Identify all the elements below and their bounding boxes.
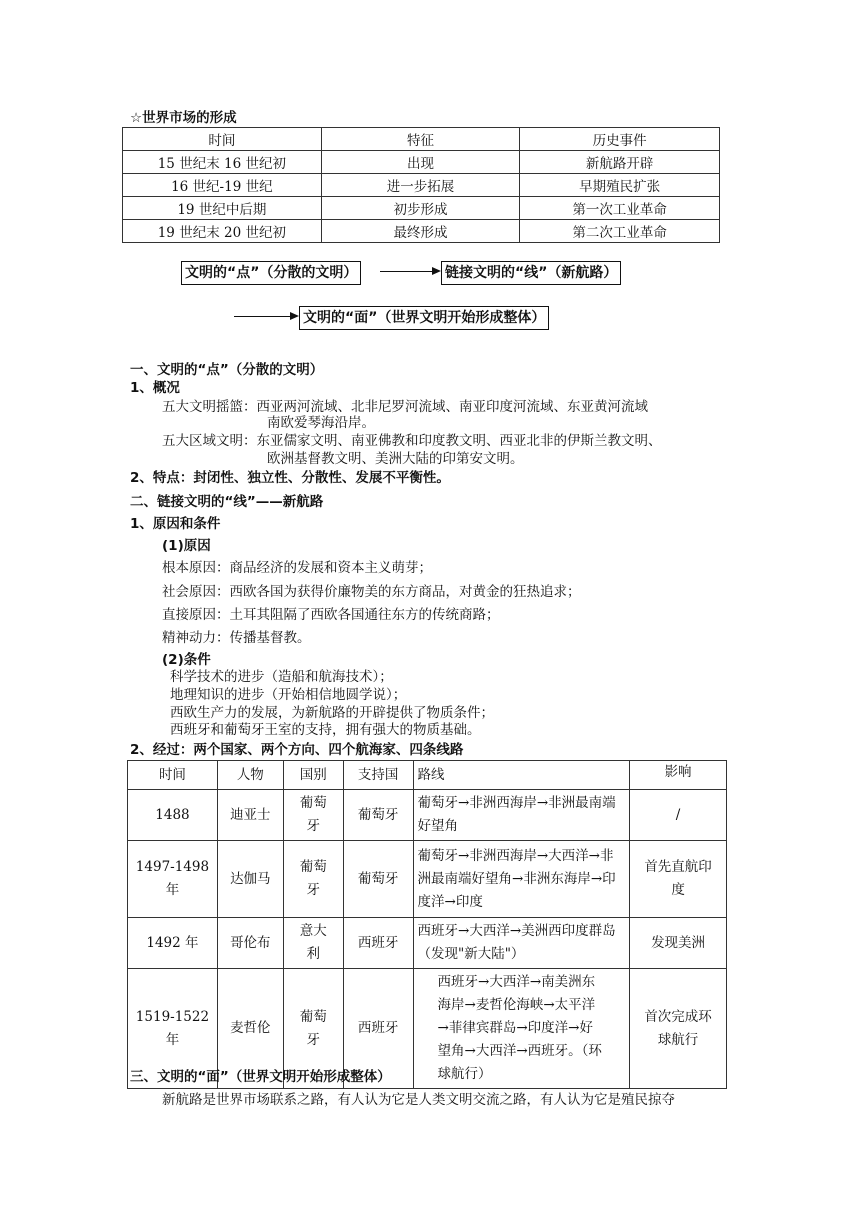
cell-route: 葡萄牙→非洲西海岸→大西洋→非洲最南端好望角→非洲东海岸→印度洋→印度 (413, 841, 630, 918)
market-title: ☆世界市场的形成 (130, 110, 237, 126)
world-market-table (122, 127, 720, 243)
cause-item: 根本原因：商品经济的发展和资本主义萌芽； (162, 560, 432, 576)
cell-feature: 进一步拓展 (321, 174, 520, 197)
table-row (128, 790, 727, 841)
flow-arrow-line-2 (234, 316, 290, 317)
cell-sponsor: 葡萄牙 (343, 790, 413, 841)
regions-line-cont: 欧洲基督教文明、美洲大陆的印第安文明。 (267, 451, 524, 467)
table-header-row (128, 761, 727, 790)
section2-sub2: 2、经过：两个国家、两个方向、四个航海家、四条线路 (130, 742, 464, 758)
cell-sponsor: 西班牙 (343, 918, 413, 969)
section1-sub2: 2、特点：封闭性、独立性、分散性、发展不平衡性。 (130, 470, 450, 486)
cell-country: 葡萄牙 (283, 841, 343, 918)
condition-item: 地理知识的进步（开始相信地圆学说）； (170, 687, 407, 703)
cell-time: 1497-1498 年 (128, 841, 218, 918)
cell-sponsor: 西班牙 (343, 969, 413, 1089)
cell-time: 15 世纪末 16 世纪初 (123, 151, 322, 174)
cause-title: (1)原因 (162, 538, 211, 554)
cradles-line: 五大文明摇篮：西亚两河流域、北非尼罗河流域、南亚印度河流域、东亚黄河流域 (162, 399, 648, 415)
condition-item: 西欧生产力的发展，为新航路的开辟提供了物质条件； (170, 705, 494, 721)
cause-item: 社会原因：西欧各国为获得价廉物美的东方商品，对黄金的狂热追求； (162, 584, 581, 600)
table-row (123, 151, 720, 174)
cell-person: 迪亚士 (217, 790, 283, 841)
arrow-right-icon (432, 267, 441, 275)
cause-item: 直接原因：土耳其阻隔了西欧各国通往东方的传统商路； (162, 607, 500, 623)
cell-impact: / (630, 790, 727, 841)
header-sponsor: 支持国 (343, 761, 413, 790)
cell-time: 1488 (128, 790, 218, 841)
cell-feature: 初步形成 (321, 197, 520, 220)
cell-event: 早期殖民扩张 (520, 174, 720, 197)
regions-line: 五大区域文明：东亚儒家文明、南亚佛教和印度教文明、西亚北非的伊斯兰教文明、 (162, 433, 662, 449)
header-feature: 特征 (321, 128, 520, 151)
flow-box-line: 链接文明的“线”（新航路） (441, 261, 621, 285)
section1-sub1: 1、概况 (130, 380, 180, 396)
header-country: 国别 (283, 761, 343, 790)
cell-feature: 出现 (321, 151, 520, 174)
cell-sponsor: 葡萄牙 (343, 841, 413, 918)
flow-arrow-line-1 (380, 271, 432, 272)
condition-title: (2)条件 (162, 652, 211, 668)
table-header-row (123, 128, 720, 151)
arrow-right-icon (290, 312, 299, 320)
header-person: 人物 (217, 761, 283, 790)
cell-person: 麦哲伦 (217, 969, 283, 1089)
section1-heading: 一、文明的“点”（分散的文明） (130, 362, 324, 378)
cell-impact: 首次完成环球航行 (630, 969, 727, 1089)
cell-feature: 最终形成 (321, 220, 520, 243)
cell-impact: 发现美洲 (630, 918, 727, 969)
cell-time: 1492 年 (128, 918, 218, 969)
table-row (123, 197, 720, 220)
cell-event: 第一次工业革命 (520, 197, 720, 220)
table-row (123, 220, 720, 243)
cell-event: 第二次工业革命 (520, 220, 720, 243)
cell-country: 意大利 (283, 918, 343, 969)
cell-route: 西班牙→大西洋→南美洲东海岸→麦哲伦海峡→太平洋→菲律宾群岛→印度洋→好望角→大西洋→西班牙。（环球航行） (413, 969, 630, 1089)
cell-event: 新航路开辟 (520, 151, 720, 174)
cause-item: 精神动力：传播基督教。 (162, 630, 311, 646)
cell-country: 葡萄牙 (283, 790, 343, 841)
cell-time: 1519-1522 年 (128, 969, 218, 1089)
condition-item: 西班牙和葡萄牙王室的支持，拥有强大的物质基础。 (170, 722, 481, 738)
cell-person: 达伽马 (217, 841, 283, 918)
cell-time: 16 世纪-19 世纪 (123, 174, 322, 197)
condition-item: 科学技术的进步（造船和航海技术）； (170, 669, 393, 685)
cell-route: 西班牙→大西洋→美洲西印度群岛（发现"新大陆"） (413, 918, 630, 969)
header-event: 历史事件 (520, 128, 720, 151)
section2-sub1: 1、原因和条件 (130, 516, 221, 532)
table-row (123, 174, 720, 197)
section3-heading: 三、文明的“面”（世界文明开始形成整体） (130, 1069, 391, 1085)
cradles-line-cont: 南欧爱琴海沿岸。 (267, 415, 375, 431)
table-row (128, 841, 727, 918)
cell-time: 19 世纪末 20 世纪初 (123, 220, 322, 243)
header-impact: 影响 (630, 761, 727, 790)
cell-person: 哥伦布 (217, 918, 283, 969)
header-route: 路线 (413, 761, 630, 790)
flow-box-points: 文明的“点”（分散的文明） (181, 261, 361, 285)
cell-impact: 首先直航印度 (630, 841, 727, 918)
header-time: 时间 (123, 128, 322, 151)
voyages-table (127, 760, 727, 1089)
cell-country: 葡萄牙 (283, 969, 343, 1089)
section2-heading: 二、链接文明的“线”——新航路 (130, 494, 324, 510)
table-row (128, 918, 727, 969)
header-time: 时间 (128, 761, 218, 790)
cell-time: 19 世纪中后期 (123, 197, 322, 220)
section3-paragraph: 新航路是世界市场联系之路，有人认为它是人类文明交流之路，有人认为它是殖民掠夺 (162, 1092, 675, 1108)
cell-route: 葡萄牙→非洲西海岸→非洲最南端好望角 (413, 790, 630, 841)
flow-box-surface: 文明的“面”（世界文明开始形成整体） (299, 306, 549, 330)
